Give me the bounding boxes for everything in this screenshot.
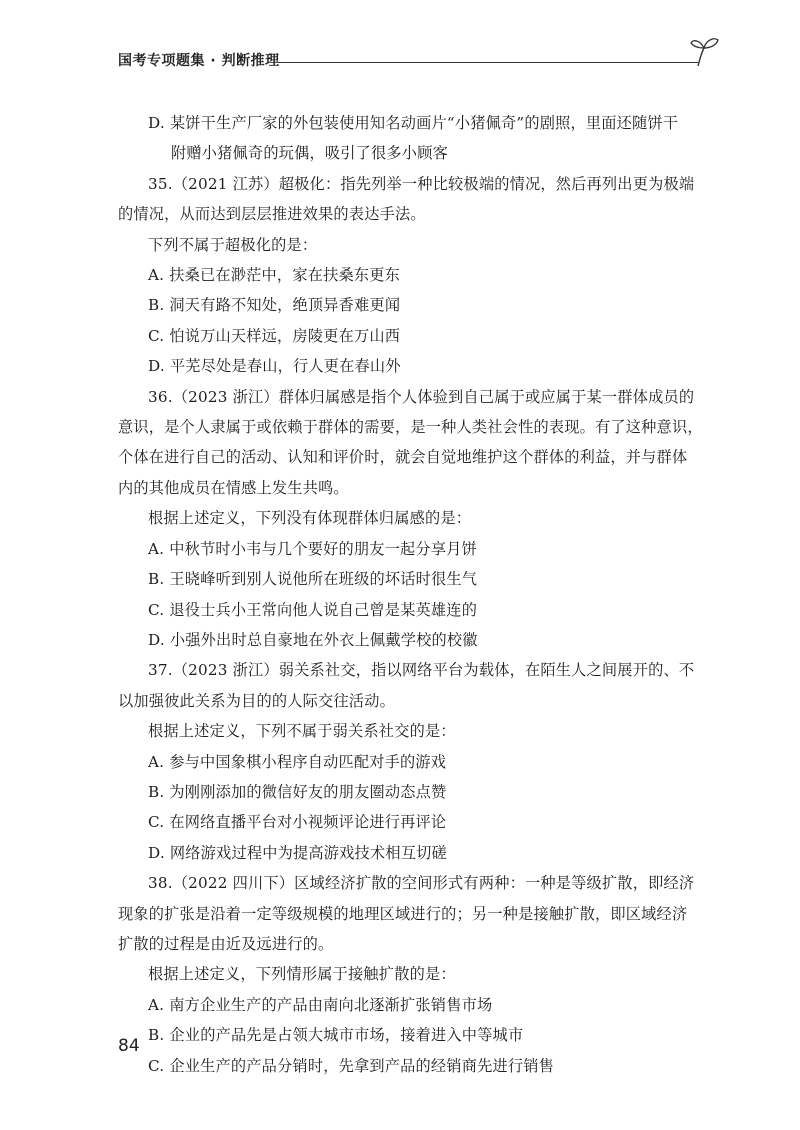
q38-option-a: A. 南方企业生产的产品由南向北逐渐扩张销售市场 <box>148 995 493 1014</box>
sprout-leaf-icon <box>690 36 720 68</box>
q37-option-c: C. 在网络直播平台对小视频评论进行再评论 <box>148 813 447 832</box>
prev-option-d-line2: 附赠小猪佩奇的玩偶，吸引了很多小顾客 <box>171 144 448 163</box>
q35-option-d: D. 平芜尽处是春山，行人更在春山外 <box>148 357 401 376</box>
q36-option-b: B. 王晓峰听到别人说他所在班级的坏话时很生气 <box>148 570 478 589</box>
q35-option-a: A. 扶桑已在渺茫中，家在扶桑东更东 <box>148 266 401 285</box>
q37-option-a: A. 参与中国象棋小程序自动匹配对手的游戏 <box>148 752 447 771</box>
q35-option-b: B. 洞天有路不知处，绝顶异香难更闻 <box>148 296 401 315</box>
q36-stem-line3: 个体在进行自己的活动、认知和评价时，就会自觉地维护这个群体的利益，并与群体 <box>118 448 688 467</box>
q37-prompt: 根据上述定义，下列不属于弱关系社交的是： <box>148 722 456 741</box>
q38-prompt: 根据上述定义，下列情形属于接触扩散的是： <box>148 965 456 984</box>
header-rule <box>278 62 698 63</box>
q37-stem-line2: 以加强彼此关系为目的的人际交往活动。 <box>118 691 395 710</box>
q36-stem-line4: 内的其他成员在情感上发生共鸣。 <box>118 478 349 497</box>
q35-option-c: C. 怕说万山天样远，房陵更在万山西 <box>148 326 401 345</box>
running-header <box>118 36 718 80</box>
header-title: 国考专项题集 · 判断推理 <box>118 53 280 69</box>
q35-prompt: 下列不属于超极化的是： <box>148 235 318 254</box>
q36-stem-line1: 36.（2023 浙江）群体归属感是指个人体验到自己属于或应属于某一群体成员的 <box>148 387 695 406</box>
q38-stem-line1: 38.（2022 四川下）区域经济扩散的空间形式有两种：一种是等级扩散，即经济 <box>148 874 695 893</box>
q37-option-b: B. 为刚刚添加的微信好友的朋友圈动态点赞 <box>148 782 447 801</box>
q35-stem-line1: 35.（2021 江苏）超极化：指先列举一种比较极端的情况，然后再列出更为极端 <box>148 174 695 193</box>
q38-option-c: C. 企业生产的产品分销时，先拿到产品的经销商先进行销售 <box>148 1056 555 1075</box>
q37-stem-line1: 37.（2023 浙江）弱关系社交，指以网络平台为载体，在陌生人之间展开的、不 <box>148 661 695 680</box>
prev-option-d-line1: D. 某饼干生产厂家的外包装使用知名动画片“小猪佩奇”的剧照，里面还随饼干 <box>148 114 679 132</box>
q37-option-d: D. 网络游戏过程中为提高游戏技术相互切磋 <box>148 843 447 862</box>
q38-stem-line2: 现象的扩张是沿着一定等级规模的地理区域进行的；另一种是接触扩散，即区域经济 <box>118 904 688 923</box>
q35-stem-line2: 的情况，从而达到层层推进效果的表达手法。 <box>118 205 426 224</box>
q36-stem-line2: 意识，是个人隶属于或依赖于群体的需要，是一种人类社会性的表现。有了这种意识， <box>118 418 703 437</box>
q36-prompt: 根据上述定义，下列没有体现群体归属感的是： <box>148 509 472 528</box>
q36-option-a: A. 中秋节时小韦与几个要好的朋友一起分享月饼 <box>148 539 477 558</box>
q38-stem-line3: 扩散的过程是由近及远进行的。 <box>118 934 334 953</box>
page-content <box>118 108 718 1081</box>
q36-option-d: D. 小强外出时总自豪地在外衣上佩戴学校的校徽 <box>148 630 478 649</box>
page-number: 84 <box>118 1036 140 1056</box>
q36-option-c: C. 退役士兵小王常向他人说自己曾是某英雄连的 <box>148 600 478 619</box>
q38-option-b: B. 企业的产品先是占领大城市市场，接着进入中等城市 <box>148 1026 524 1045</box>
